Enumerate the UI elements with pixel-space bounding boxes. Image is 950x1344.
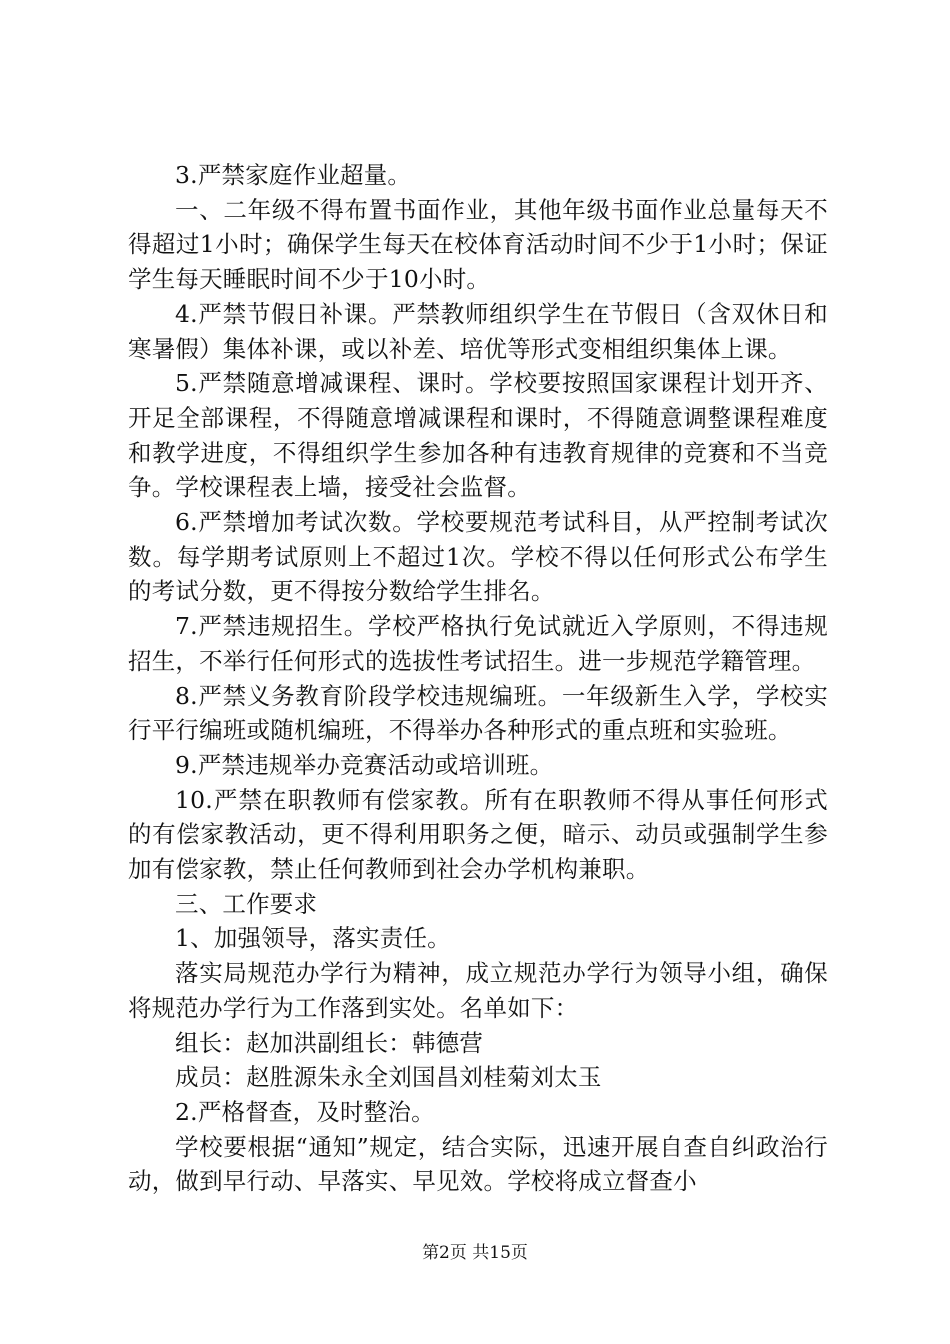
paragraph-homework-limit-heading: 3.严禁家庭作业超量。 (175, 161, 412, 189)
paragraph-holiday-classes: 4.严禁节假日补课。严禁教师组织学生在节假日（含双休日和寒暑假）集体补课，或以补差、培优等形式变相组织集体上课。 (128, 299, 828, 363)
paragraph-paid-tutoring: 10.严禁在职教师有偿家教。所有在职教师不得从事任何形式的有偿家教活动，更不得利用职务之便，暗示、动员或强制学生参加有偿家教，禁止任何教师到社会办学机构兼职。 (128, 785, 828, 884)
document-body (128, 158, 828, 1199)
paragraph-curriculum-changes: 5.严禁随意增减课程、课时。学校要按照国家课程计划开齐、开足全部课程，不得随意增减课程和课时，不得随意调整课程难度和教学进度，不得组织学生参加各种有违教育规律的竞赛和不当竞争。学校课程表上墙，接受社会监督。 (128, 369, 828, 502)
section-heading-work-requirements: 三、工作要求 (175, 889, 318, 918)
paragraph-leadership-detail: 落实局规范办学行为精神，成立规范办学行为领导小组，确保将规范办学行为工作落到实处。名单如下： (128, 959, 828, 1022)
paragraph-leadership-heading: 1、加强领导，落实责任。 (175, 924, 451, 953)
paragraph-group-members: 成员：赵胜源朱永全刘国昌刘桂菊刘太玉 (175, 1063, 602, 1092)
paragraph-supervision-detail: 学校要根据“通知”规定，结合实际，迅速开展自查自纠政治行动，做到早行动、早落实、早见效。学校将成立督查小 (128, 1132, 828, 1196)
paragraph-group-leaders: 组长：赵加洪副组长：韩德营 (175, 1028, 484, 1057)
paragraph-supervision-heading: 2.严格督查，及时整治。 (175, 1097, 435, 1126)
paragraph-class-grouping: 8.严禁义务教育阶段学校违规编班。一年级新生入学，学校实行平行编班或随机编班，不得举办各种形式的重点班和实验班。 (128, 681, 828, 745)
paragraph-exam-frequency: 6.严禁增加考试次数。学校要规范考试科目，从严控制考试次数。每学期考试原则上不超过1次。学校不得以任何形式公布学生的考试分数，更不得按分数给学生排名。 (128, 508, 828, 606)
paragraph-enrollment: 7.严禁违规招生。学校严格执行免试就近入学原则，不得违规招生，不举行任何形式的选拔性考试招生。进一步规范学籍管理。 (128, 612, 828, 675)
paragraph-homework-limit-detail: 一、二年级不得布置书面作业，其他年级书面作业总量每天不得超过1小时；确保学生每天在校体育活动时间不少于1小时；保证学生每天睡眠时间不少于10小时。 (128, 195, 828, 294)
paragraph-competitions: 9.严禁违规举办竞赛活动或培训班。 (175, 750, 554, 779)
page-number-footer: 第2页 共15页 (422, 1243, 528, 1263)
